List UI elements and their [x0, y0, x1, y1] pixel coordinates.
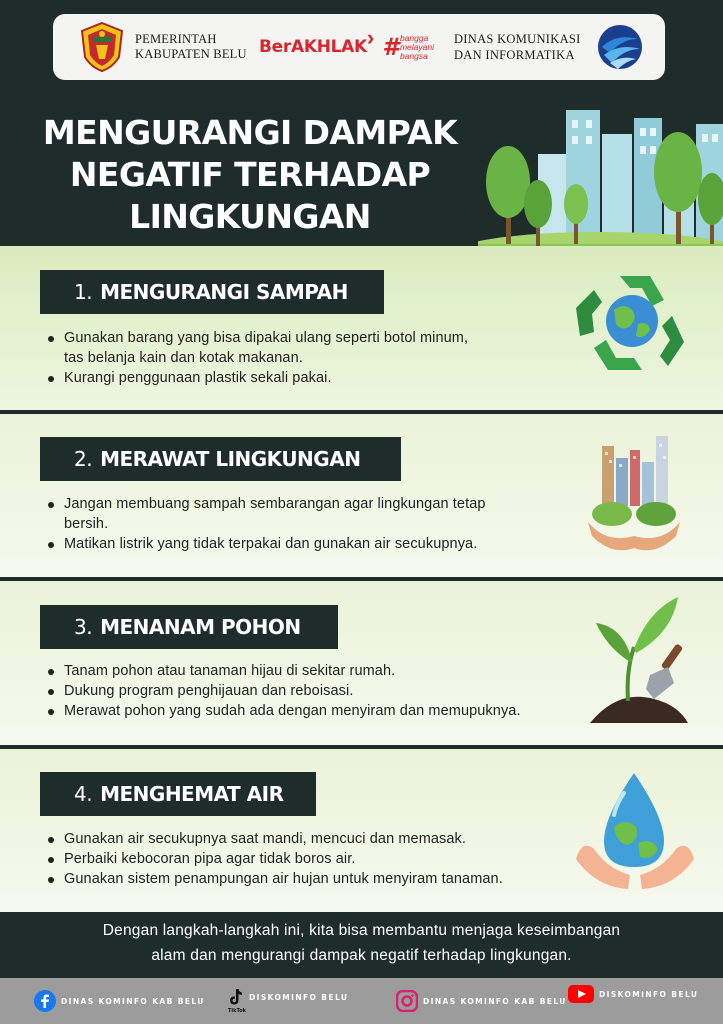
tiktok-label: TikTok [228, 1008, 246, 1014]
kabupaten-belu-crest-icon [79, 21, 125, 73]
social-media-bar [0, 978, 723, 1024]
section-care-environment [0, 414, 723, 577]
recycle-globe-icon [572, 266, 692, 376]
gov-name-line1: PEMERINTAH [135, 32, 217, 46]
logo-bar [53, 14, 665, 80]
berakhlak-logo: BerAKHLAK [259, 37, 367, 57]
city-skyline-illustration-icon [478, 104, 723, 254]
bangga-line3: bangsa [399, 50, 428, 61]
section-heading [40, 437, 401, 481]
page-title [20, 112, 480, 238]
facebook-icon [34, 990, 56, 1012]
youtube-handle: DISKOMINFO BELU [599, 989, 699, 999]
dinas-name [454, 31, 592, 63]
tiktok-account[interactable] [228, 988, 349, 1014]
section-number: 3. [74, 615, 93, 639]
section-number: 4. [74, 782, 93, 806]
section-heading [40, 605, 338, 649]
list-item: Perbaiki kebocoran pipa agar tidak boros air. [46, 849, 503, 869]
section-title: MERAWAT LINGKUNGAN [100, 447, 361, 471]
bullet-list [46, 829, 503, 889]
title-line3: LINGKUNGAN [129, 197, 371, 236]
dinas-line1: DINAS KOMUNIKASI [453, 32, 581, 46]
hashtag-icon: # [382, 33, 399, 61]
hands-holding-city-icon [586, 432, 682, 558]
bullet-list [46, 328, 468, 388]
list-item: Dukung program penghijauan dan reboisasi. [46, 681, 521, 701]
government-name [135, 32, 253, 62]
section-heading [40, 270, 384, 314]
closing-line1: Dengan langkah-langkah ini, kita bisa membantu menjaga keseimbangan [102, 922, 621, 939]
section-number: 1. [74, 280, 93, 304]
list-item: Gunakan air secukupnya saat mandi, mencuci dan memasak. [46, 829, 503, 849]
hands-water-drop-icon [574, 769, 696, 893]
bullet-list [46, 661, 521, 721]
list-item: Tanam pohon atau tanaman hijau di sekitar rumah. [46, 661, 521, 681]
berakhlak-chevron-icon: › [366, 25, 375, 50]
list-item: Kurangi penggunaan plastik sekali pakai. [46, 368, 468, 388]
bangga-line2: melayani [399, 41, 434, 52]
closing-line2: alam dan mengurangi dampak negatif terhadap lingkungan. [151, 947, 572, 964]
kominfo-logo-icon [596, 23, 644, 71]
section-save-water [0, 749, 723, 912]
bangga-melayani-logo [382, 33, 434, 61]
title-line1: MENGURANGI DAMPAK [42, 113, 458, 152]
bangga-line1: bangga [399, 32, 429, 43]
list-item: Gunakan barang yang bisa dipakai ulang seperti botol minum, tas belanja kain dan kotak makanan. [46, 328, 468, 368]
section-number: 2. [74, 447, 93, 471]
title-line2: NEGATIF TERHADAP [69, 155, 431, 194]
list-item: Merawat pohon yang sudah ada dengan menyiram dan memupuknya. [46, 701, 521, 721]
bullet-list [46, 494, 486, 554]
dinas-line2: DAN INFORMATIKA [453, 48, 575, 62]
list-item: Gunakan sistem penampungan air hujan untuk menyiram tanaman. [46, 869, 503, 889]
section-reduce-waste [0, 246, 723, 410]
youtube-account[interactable] [568, 985, 698, 1003]
facebook-handle: DINAS KOMINFO KAB BELU [61, 996, 205, 1006]
gov-name-line2: KABUPATEN BELU [135, 47, 247, 61]
tiktok-icon [228, 988, 244, 1006]
section-plant-trees [0, 581, 723, 745]
instagram-account[interactable] [396, 990, 567, 1012]
section-title: MENANAM POHON [100, 615, 301, 639]
instagram-icon [396, 990, 418, 1012]
section-title: MENGURANGI SAMPAH [100, 280, 348, 304]
section-heading [40, 772, 316, 816]
facebook-account[interactable] [34, 990, 205, 1012]
closing-statement [0, 912, 723, 978]
instagram-handle: DINAS KOMINFO KAB BELU [423, 996, 567, 1006]
tiktok-handle: DISKOMINFO BELU [249, 992, 349, 1002]
seedling-trowel-icon [588, 591, 700, 733]
list-item: Matikan listrik yang tidak terpakai dan gunakan air secukupnya. [46, 534, 486, 554]
list-item: Jangan membuang sampah sembarangan agar lingkungan tetap bersih. [46, 494, 486, 534]
section-title: MENGHEMAT AIR [100, 782, 284, 806]
youtube-icon [568, 985, 594, 1003]
